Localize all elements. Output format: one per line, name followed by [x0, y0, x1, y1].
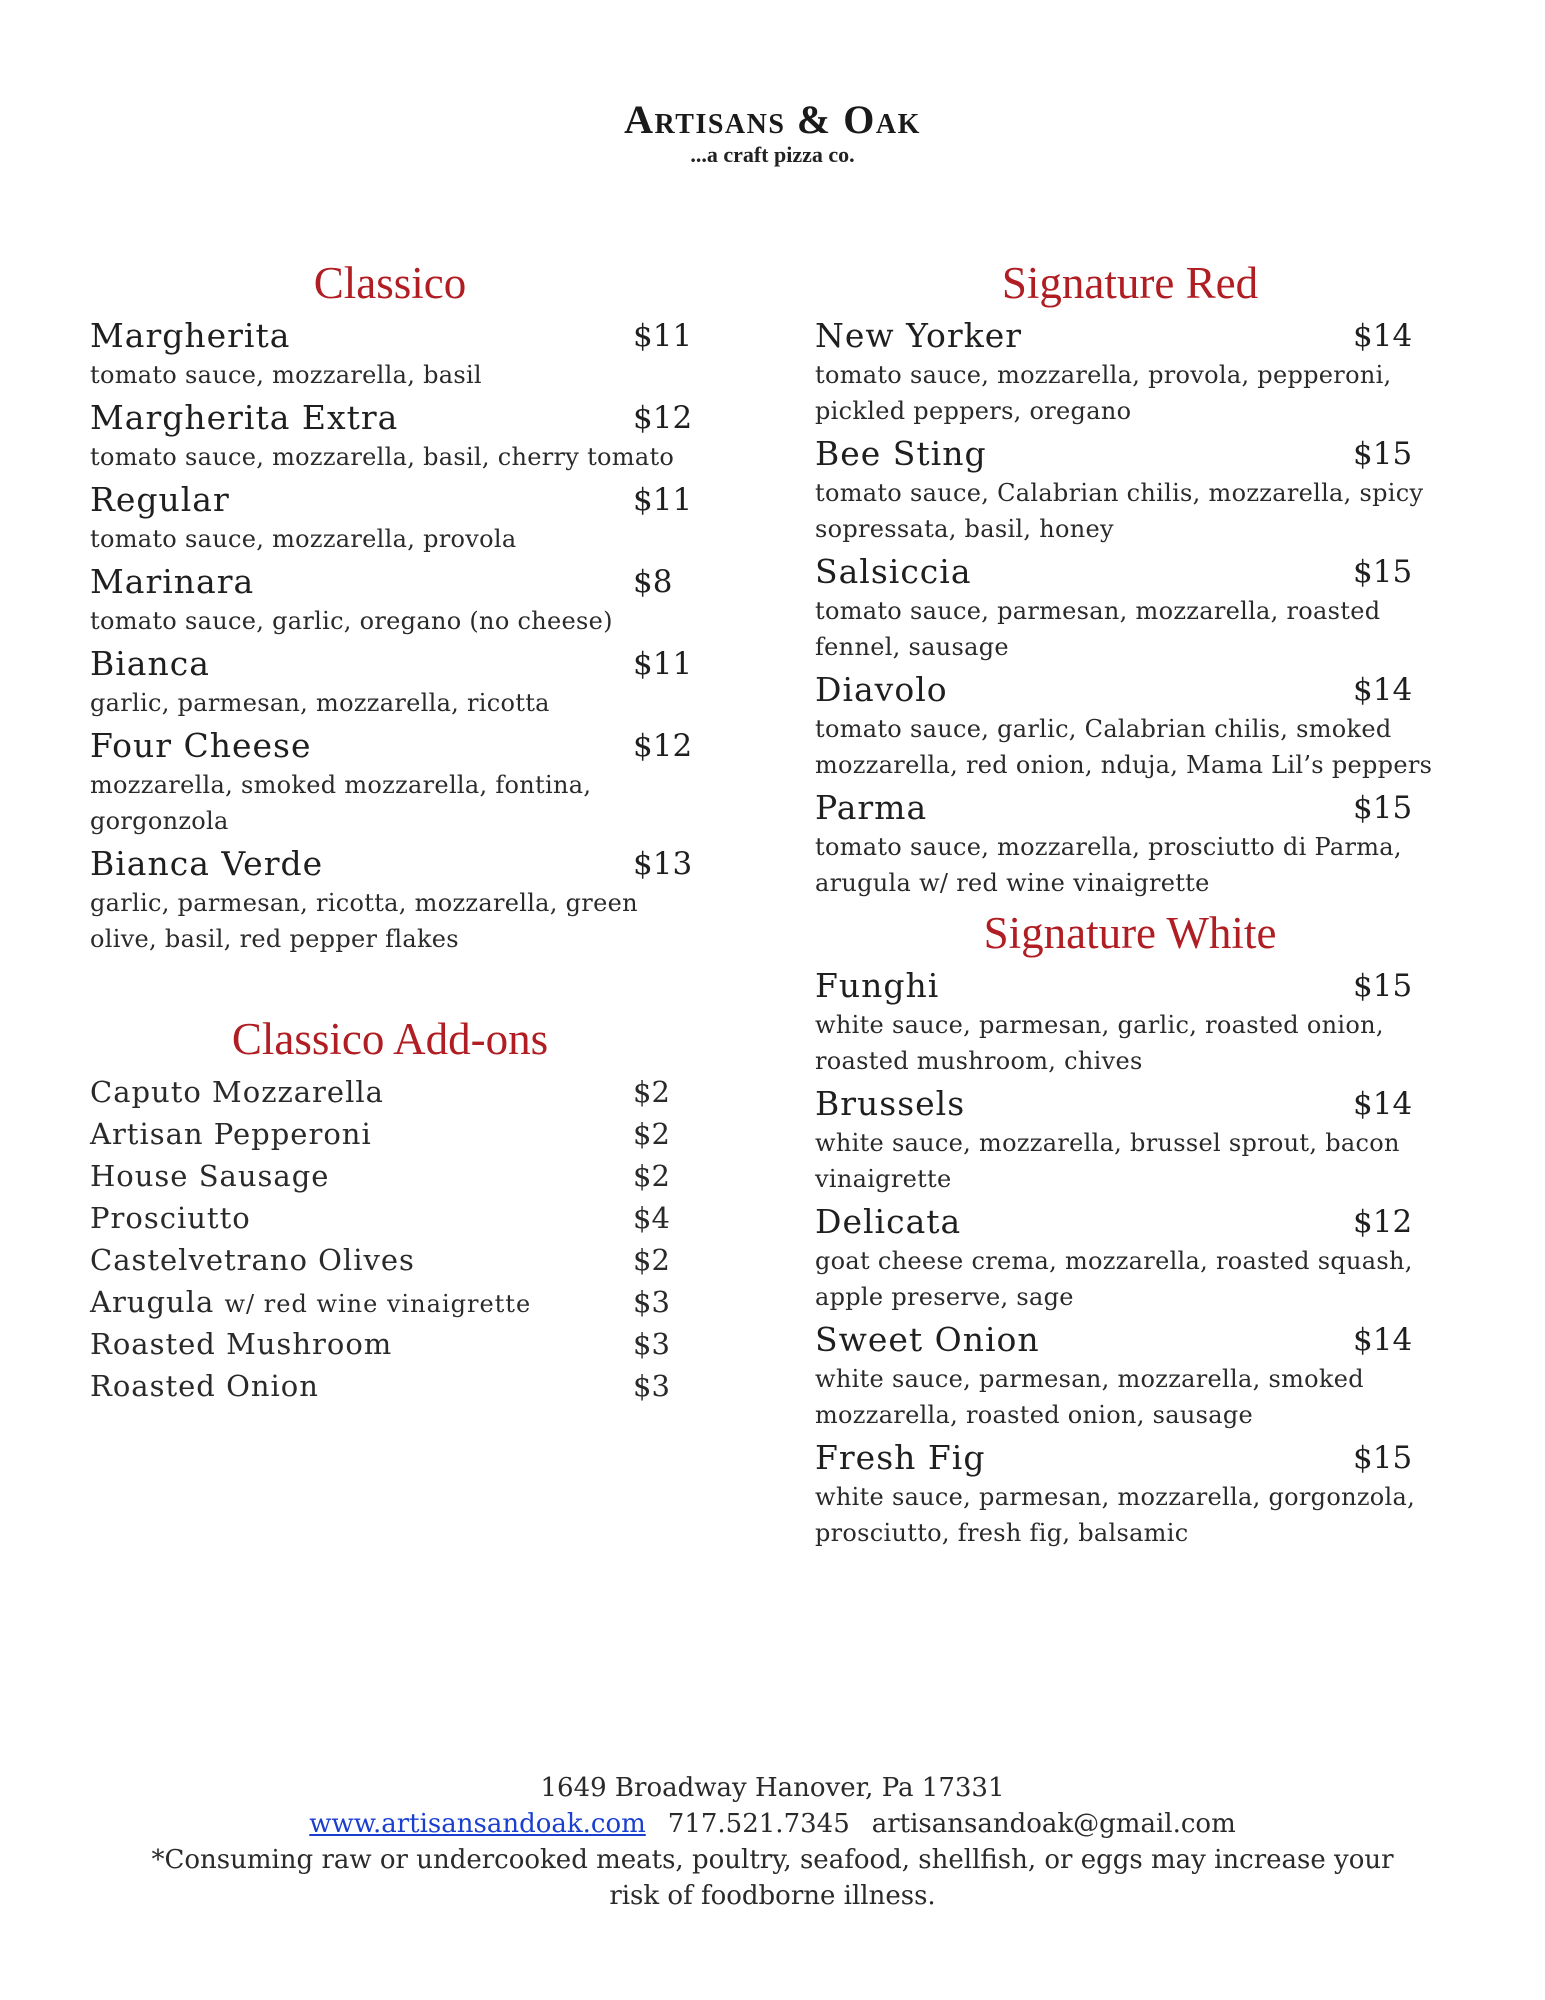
addon-name-text: House Sausage: [90, 1159, 330, 1193]
menu-item-price: $15: [1353, 790, 1413, 826]
addon-item: [90, 1071, 700, 1113]
addon-price: $3: [633, 1327, 670, 1361]
menu-item-price: $14: [1353, 1322, 1413, 1358]
menu-item-description: tomato sauce, mozzarella, provola, pepperoni, pickled peppers, oregano: [815, 361, 1392, 425]
menu-item-header: [90, 397, 700, 439]
phone: 717.521.7345: [667, 1809, 850, 1839]
menu-item: [90, 479, 700, 557]
menu-item-name: Bee Sting: [815, 434, 987, 473]
menu-item-name: Sweet Onion: [815, 1320, 1040, 1359]
addon-name: [90, 1285, 531, 1319]
menu-item-header: [90, 725, 700, 767]
menu-item-header: [815, 1437, 1445, 1479]
menu-item-price: $15: [1353, 968, 1413, 1004]
addon-name-text: Arugula: [90, 1285, 215, 1319]
menu-item: [90, 643, 700, 721]
addon-name-suffix: w/ red wine vinaigrette: [224, 1290, 532, 1318]
menu-item-header: [90, 843, 700, 885]
email: artisansandoak@gmail.com: [871, 1809, 1236, 1839]
menu-item-description: white sauce, parmesan, mozzarella, smoked mozzarella, roasted onion, sausage: [815, 1365, 1364, 1429]
menu-item-name: Regular: [90, 480, 230, 519]
addon-price: $2: [633, 1159, 670, 1193]
menu-item-price: $14: [1353, 318, 1413, 354]
menu-item-price: $13: [633, 846, 693, 882]
menu-item: [815, 787, 1445, 901]
menu-item-header: [815, 433, 1445, 475]
contact-line: [0, 1806, 1545, 1842]
menu-item-header: [815, 551, 1445, 593]
signature-red-title: Signature Red: [1001, 258, 1259, 308]
menu-item: [90, 315, 700, 393]
addon-name-text: Artisan Pepperoni: [90, 1117, 372, 1151]
addon-price: $2: [633, 1243, 670, 1277]
menu-item-price: $12: [633, 728, 693, 764]
menu-item-description: garlic, parmesan, mozzarella, ricotta: [90, 689, 550, 717]
menu-item: [815, 551, 1445, 665]
menu-item-name: New Yorker: [815, 316, 1023, 355]
addon-item: [90, 1197, 700, 1239]
addon-price: $2: [633, 1117, 670, 1151]
addon-item: [90, 1239, 700, 1281]
menu-item-description: tomato sauce, mozzarella, basil: [90, 361, 482, 389]
menu-item-description: white sauce, mozzarella, brussel sprout, bacon vinaigrette: [815, 1129, 1400, 1193]
addon-item: [90, 1113, 700, 1155]
classico-title: Classico: [313, 258, 467, 308]
menu-item-name: Marinara: [90, 562, 255, 601]
menu-item-description: tomato sauce, mozzarella, basil, cherry tomato: [90, 443, 675, 471]
addon-name: [90, 1369, 319, 1403]
menu-item: [815, 1319, 1445, 1433]
signature-white-list: [815, 965, 1445, 1551]
menu-item-description: tomato sauce, garlic, Calabrian chilis, smoked mozzarella, red onion, nduja, Mama Lil’s peppers: [815, 715, 1433, 779]
menu-item-description: tomato sauce, mozzarella, prosciutto di Parma, arugula w/ red wine vinaigrette: [815, 833, 1402, 897]
addon-name-text: Roasted Onion: [90, 1369, 319, 1403]
menu-item-header: [90, 315, 700, 357]
menu-item: [90, 561, 700, 639]
menu-item-description: white sauce, parmesan, mozzarella, gorgonzola, prosciutto, fresh fig, balsamic: [815, 1483, 1416, 1547]
menu-item-header: [815, 1083, 1445, 1125]
menu-item: [815, 315, 1445, 429]
logo-tagline: ...a craft pizza co.: [690, 142, 855, 167]
addon-price: $4: [633, 1201, 670, 1235]
addon-price: $3: [633, 1369, 670, 1403]
addon-price: $3: [633, 1285, 670, 1319]
menu-item-name: Diavolo: [815, 670, 948, 709]
addon-name: [90, 1159, 329, 1193]
menu-item-price: $12: [633, 400, 693, 436]
addon-name: [90, 1075, 384, 1109]
menu-item-description: tomato sauce, Calabrian chilis, mozzarella, spicy sopressata, basil, honey: [815, 479, 1424, 543]
menu-item-name: Margherita: [90, 316, 291, 355]
signature-white-title: Signature White: [983, 908, 1277, 958]
menu-item-name: Delicata: [815, 1202, 962, 1241]
addon-item: [90, 1323, 700, 1365]
menu-item-header: [815, 1201, 1445, 1243]
classico-list: [90, 315, 700, 957]
menu-item-price: $15: [1353, 1440, 1413, 1476]
menu-item-name: Funghi: [815, 966, 940, 1005]
menu-item-description: white sauce, parmesan, garlic, roasted onion, roasted mushroom, chives: [815, 1011, 1384, 1075]
addon-name-text: Prosciutto: [90, 1201, 251, 1235]
menu-item-header: [815, 965, 1445, 1007]
addon-price: $2: [633, 1075, 670, 1109]
website-link[interactable]: www.artisansandoak.com: [309, 1809, 646, 1839]
menu-item-description: tomato sauce, garlic, oregano (no cheese): [90, 607, 613, 635]
menu-item-price: $15: [1353, 554, 1413, 590]
left-column: [90, 255, 700, 1407]
menu-item-description: tomato sauce, parmesan, mozzarella, roasted fennel, sausage: [815, 597, 1381, 661]
menu-item-price: $14: [1353, 1086, 1413, 1122]
menu-item-header: [90, 561, 700, 603]
addon-item: [90, 1281, 700, 1323]
menu-item-description: tomato sauce, mozzarella, provola: [90, 525, 517, 553]
menu-item-price: $8: [633, 564, 673, 600]
disclaimer: *Consuming raw or undercooked meats, poultry, seafood, shellfish, or eggs may increase your risk of foodborne illness.: [151, 1845, 1394, 1911]
menu-item-header: [815, 787, 1445, 829]
menu-item: [90, 397, 700, 475]
menu-item-header: [815, 669, 1445, 711]
logo-name: Artisans & Oak: [624, 97, 921, 142]
addon-name: [90, 1243, 415, 1277]
menu-item: [815, 965, 1445, 1079]
addon-item: [90, 1365, 700, 1407]
menu-item-name: Brussels: [815, 1084, 966, 1123]
menu-item-name: Bianca Verde: [90, 844, 324, 883]
addons-title: Classico Add-ons: [231, 1014, 549, 1064]
signature-red-list: [815, 315, 1445, 901]
menu-item-name: Bianca: [90, 644, 210, 683]
address: 1649 Broadway Hanover, Pa 17331: [540, 1773, 1005, 1803]
menu-item-name: Four Cheese: [90, 726, 312, 765]
menu-item: [815, 433, 1445, 547]
menu-item-name: Salsiccia: [815, 552, 972, 591]
menu-item-description: garlic, parmesan, ricotta, mozzarella, green olive, basil, red pepper flakes: [90, 889, 638, 953]
menu-item-name: Parma: [815, 788, 928, 827]
menu-item: [90, 843, 700, 957]
menu-item-name: Margherita Extra: [90, 398, 399, 437]
menu-item-price: $11: [633, 646, 693, 682]
addons-list: [90, 1071, 700, 1407]
menu-item-description: goat cheese crema, mozzarella, roasted squash, apple preserve, sage: [815, 1247, 1413, 1311]
addon-name: [90, 1117, 372, 1151]
menu-item-price: $14: [1353, 672, 1413, 708]
menu-item-header: [90, 643, 700, 685]
menu-item: [815, 1083, 1445, 1197]
addon-name-text: Roasted Mushroom: [90, 1327, 393, 1361]
menu-item: [815, 1201, 1445, 1315]
menu-item: [815, 1437, 1445, 1551]
addon-name: [90, 1327, 392, 1361]
addon-name-text: Caputo Mozzarella: [90, 1075, 384, 1109]
menu-item-name: Fresh Fig: [815, 1438, 986, 1477]
addon-name: [90, 1201, 251, 1235]
addon-name-text: Castelvetrano Olives: [90, 1243, 415, 1277]
right-column: [815, 255, 1445, 1555]
menu-item-description: mozzarella, smoked mozzarella, fontina, gorgonzola: [90, 771, 592, 835]
addon-item: [90, 1155, 700, 1197]
menu-item-price: $11: [633, 482, 693, 518]
menu-item-header: [90, 479, 700, 521]
logo: [0, 98, 1545, 168]
menu-item-price: $11: [633, 318, 693, 354]
footer: [0, 1770, 1545, 1914]
menu-item-price: $15: [1353, 436, 1413, 472]
menu-item: [90, 725, 700, 839]
menu-item-header: [815, 315, 1445, 357]
menu-item: [815, 669, 1445, 783]
menu-item-price: $12: [1353, 1204, 1413, 1240]
menu-item-header: [815, 1319, 1445, 1361]
